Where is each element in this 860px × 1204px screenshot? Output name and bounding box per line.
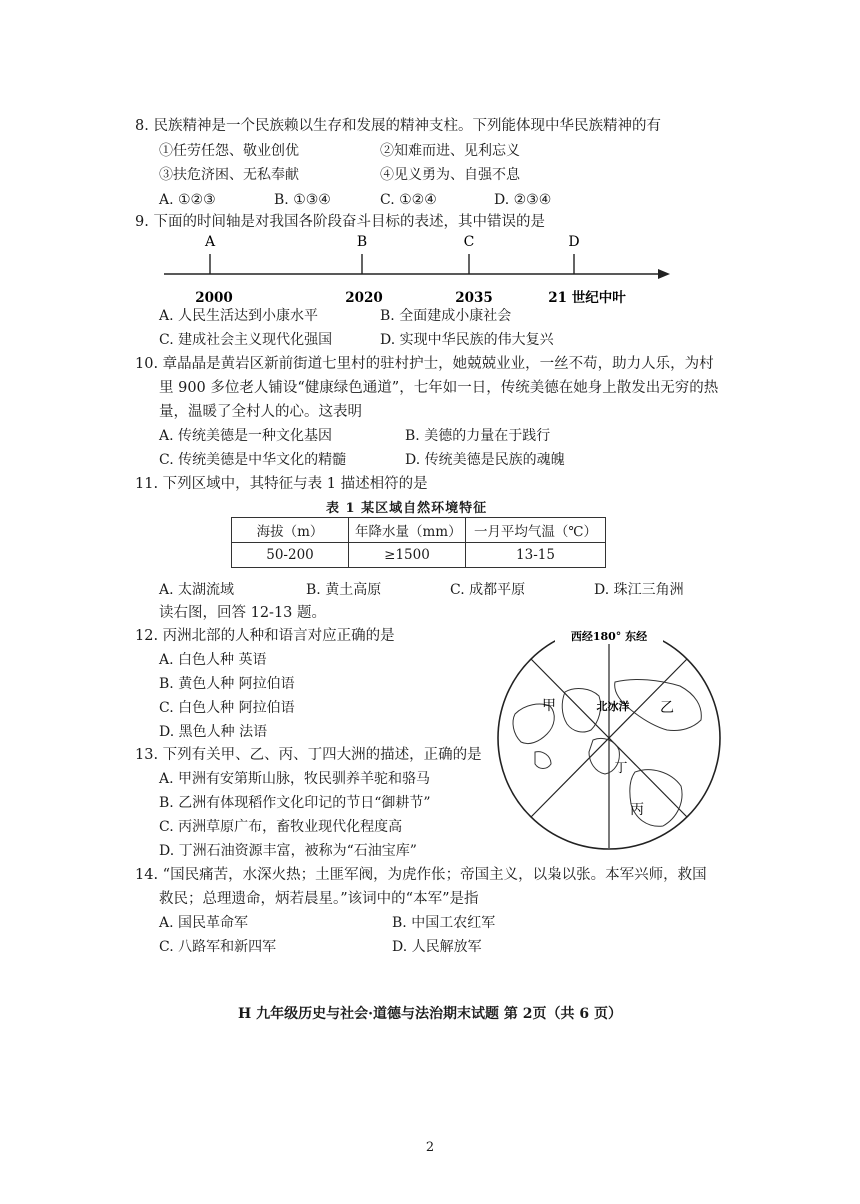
- q12-option-a: A. 白色人种 英语: [159, 652, 267, 668]
- timeline-letter-d: D: [568, 234, 580, 250]
- q11-stem: 11. 下列区域中，其特征与表 1 描述相符的是: [135, 476, 428, 492]
- polar-map: [495, 622, 725, 852]
- timeline-year-2000: 2000: [195, 290, 233, 306]
- table-caption: 表 1 某区域自然环境特征: [326, 501, 488, 516]
- timeline-letter-c: C: [463, 234, 475, 250]
- q10-line-3: 量，温暖了全村人的心。这表明: [159, 404, 362, 420]
- timeline-diagram: [150, 230, 690, 308]
- q13-option-a: A. 甲洲有安第斯山脉，牧民驯养羊驼和骆马: [159, 771, 431, 787]
- table-cell-altitude: 50-200: [232, 543, 349, 568]
- timeline-letter-a: A: [204, 234, 216, 250]
- q9-option-a: A. 人民生活达到小康水平: [159, 308, 319, 324]
- q11-option-a: A. 太湖流域: [159, 582, 235, 598]
- q11-option-c: C. 成都平原: [450, 582, 526, 598]
- table-header-row: [232, 518, 606, 543]
- page-number: 2: [425, 1140, 435, 1155]
- q12-option-b: B. 黄色人种 阿拉伯语: [159, 676, 295, 692]
- timeline-letter-b: B: [356, 234, 368, 250]
- q14-line-1: 14. “国民痛苦，水深火热；土匪军阀，为虎作伥；帝国主义，以枭以张。本军兴师，救国: [135, 867, 707, 883]
- q10-option-b: B. 美德的力量在于践行: [405, 428, 551, 444]
- continent-outline: [535, 752, 551, 769]
- q12-stem: 12. 丙洲北部的人种和语言对应正确的是: [135, 628, 395, 644]
- continent-label-bing: 丙: [630, 802, 644, 818]
- continent-label-yi: 乙: [660, 700, 674, 716]
- q10-option-d: D. 传统美德是民族的魂魄: [405, 452, 565, 468]
- table-header-altitude: 海拔（m）: [232, 518, 349, 543]
- q8-option-c: C. ①②④: [380, 192, 437, 208]
- table-header-precipitation: 年降水量（mm）: [349, 518, 466, 543]
- q8-option-d: D. ②③④: [494, 192, 552, 208]
- map-top-label: 西经180° 东经: [570, 630, 648, 643]
- q10-option-a: A. 传统美德是一种文化基因: [159, 428, 333, 444]
- q9-option-d: D. 实现中华民族的伟大复兴: [380, 332, 554, 348]
- q8-option-b: B. ①③④: [274, 192, 331, 208]
- q14-option-a: A. 国民革命军: [159, 915, 249, 931]
- q8-item-2: ②知难而进、见利忘义: [380, 143, 520, 159]
- q10-line-2: 里 900 多位老人铺设“健康绿色通道”，七年如一日，传统美德在她身上散发出无穷的热: [159, 380, 719, 396]
- q12-option-d: D. 黑色人种 法语: [159, 724, 268, 740]
- q12-option-c: C. 白色人种 阿拉伯语: [159, 700, 295, 716]
- q8-stem: 8. 民族精神是一个民族赖以生存和发展的精神支柱。下列能体现中华民族精神的有: [135, 118, 661, 134]
- continent-label-jia: 甲: [542, 698, 556, 714]
- q9-stem: 9. 下面的时间轴是对我国各阶段奋斗目标的表述，其中错误的是: [135, 214, 545, 230]
- table-header-temperature: 一月平均气温（℃）: [466, 518, 606, 543]
- q14-option-d: D. 人民解放军: [392, 939, 482, 955]
- q8-item-3: ③扶危济困、无私奉献: [159, 167, 299, 183]
- q14-option-b: B. 中国工农红军: [392, 915, 496, 931]
- q13-option-d: D. 丁洲石油资源丰富，被称为“石油宝库”: [159, 843, 417, 859]
- q14-option-c: C. 八路军和新四军: [159, 939, 277, 955]
- q11-option-d: D. 珠江三角洲: [594, 582, 684, 598]
- q9-option-b: B. 全面建成小康社会: [380, 308, 512, 324]
- q10-line-1: 10. 章晶晶是黄岩区新前街道七里村的驻村护士，她兢兢业业，一丝不苟，助力人乐，为村: [135, 356, 714, 372]
- environment-table: [231, 517, 606, 568]
- timeline-year-2020: 2020: [345, 290, 383, 306]
- q8-item-4: ④见义勇为、自强不息: [380, 167, 520, 183]
- ocean-label: 北冰洋: [596, 700, 630, 713]
- page-footer: H 九年级历史与社会·道德与法治期末试题 第 2页（共 6 页）: [238, 1006, 622, 1022]
- q11-option-b: B. 黄土高原: [306, 582, 382, 598]
- q10-option-c: C. 传统美德是中华文化的精髓: [159, 452, 347, 468]
- q14-line-2: 救民；总理遗命，炳若晨星。”该词中的“本军”是指: [159, 891, 479, 907]
- table-row: [232, 543, 606, 568]
- timeline-year-mid-century: 21 世纪中叶: [548, 290, 626, 306]
- read-map-instruction: 读右图，回答 12-13 题。: [159, 605, 327, 621]
- timeline-year-2035: 2035: [455, 290, 493, 306]
- q13-stem: 13. 下列有关甲、乙、丙、丁四大洲的描述，正确的是: [135, 747, 482, 763]
- q8-item-1: ①任劳任怨、敬业创优: [159, 143, 299, 159]
- table-cell-temperature: 13-15: [466, 543, 606, 568]
- q13-option-b: B. 乙洲有体现稻作文化印记的节日“御耕节”: [159, 795, 431, 811]
- table-cell-precipitation: ≥1500: [349, 543, 466, 568]
- timeline-arrow-icon: [658, 269, 670, 279]
- q9-option-c: C. 建成社会主义现代化强国: [159, 332, 333, 348]
- q13-option-c: C. 丙洲草原广布，畜牧业现代化程度高: [159, 819, 403, 835]
- continent-label-ding: 丁: [614, 761, 628, 776]
- q8-option-a: A. ①②③: [159, 192, 216, 208]
